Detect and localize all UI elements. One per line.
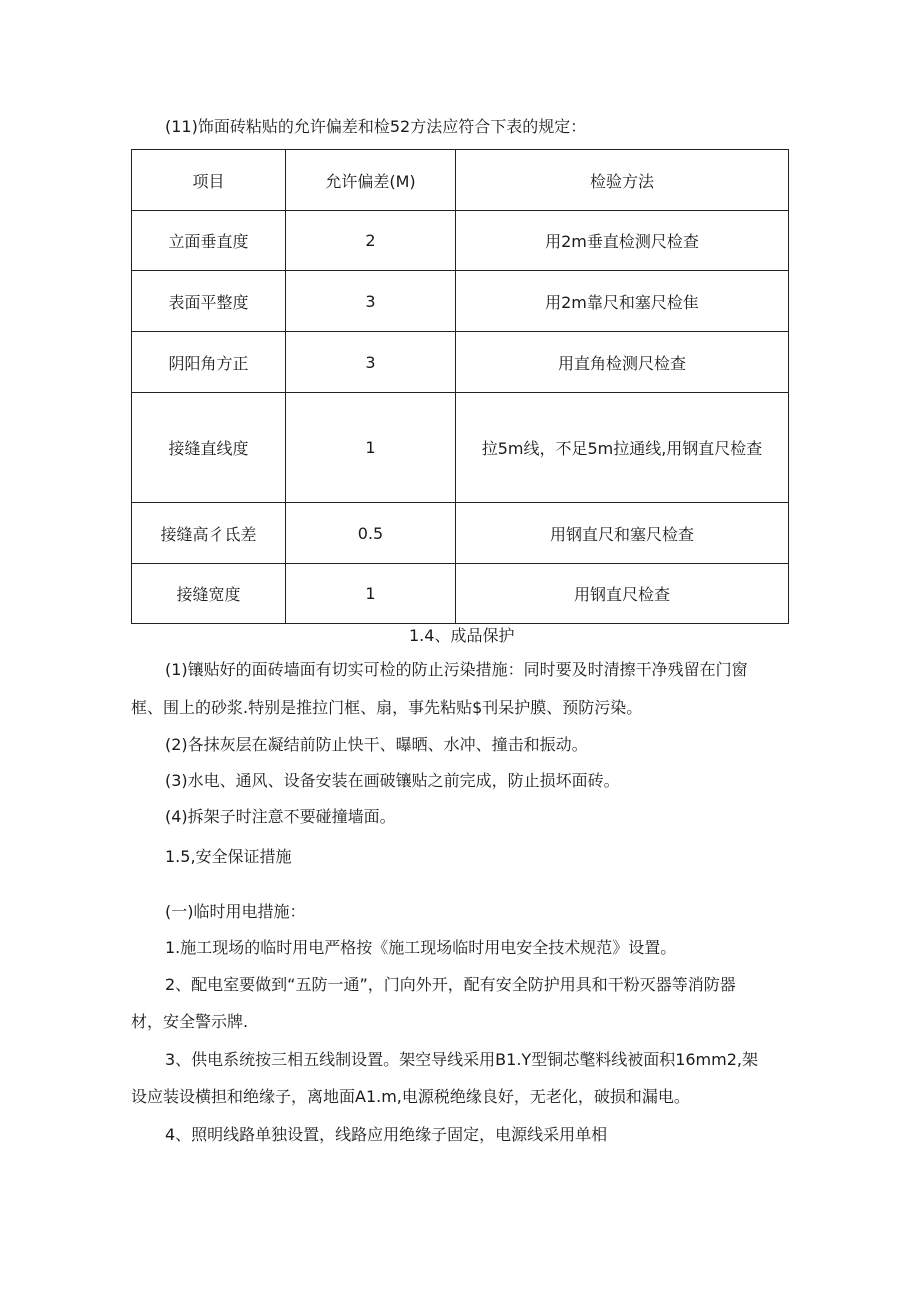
paragraph-1-line-1: (1)镶贴好的面砖墙面有切实可检的防止污染措施：同时要及时清擦干净残留在门窗 (165, 660, 748, 679)
table-row (132, 564, 789, 624)
row-tolerance: 2 (286, 211, 456, 271)
item-2-line-1: 2、配电室要做到“五防一通”，门向外开，配有安全防护用具和干粉灭器等消防器 (165, 975, 736, 994)
paragraph-1-line-2: 框、围上的砂浆.特别是推拉门框、扇，事先粘贴$刊呆护膜、预防污染。 (131, 698, 643, 717)
row-tolerance: 0.5 (286, 503, 456, 564)
item-4: 4、照明线路单独设置，线路应用绝缘子固定，电源线采用单相 (165, 1125, 608, 1144)
table-row (132, 271, 789, 332)
row-method: 用钢直尺检查 (456, 564, 789, 624)
item-3-line-1: 3、供电系统按三相五线制设置。架空导线采用B1.Y型铜芯氅料线被面积16mm2,架 (165, 1050, 758, 1069)
header-item: 项目 (132, 150, 286, 211)
paragraph-4: (4)拆架子时注意不要碰撞墙面。 (165, 807, 396, 826)
row-method: 拉5m线，不足5m拉通线,用钢直尺检查 (456, 393, 789, 503)
section-title-product-protection: 1.4、成品保护 (409, 626, 515, 645)
row-item: 接缝宽度 (132, 564, 286, 624)
row-item: 阴阳角方正 (132, 332, 286, 393)
row-method: 用直角检测尺检查 (456, 332, 789, 393)
header-method: 检验方法 (456, 150, 789, 211)
row-tolerance: 1 (286, 564, 456, 624)
row-tolerance: 1 (286, 393, 456, 503)
subsection-title-temp-power: (一)临时用电措施： (165, 902, 306, 921)
row-item: 表面平整度 (132, 271, 286, 332)
section-title-safety: 1.5,安全保证措施 (165, 847, 292, 866)
row-item: 接缝高彳氐差 (132, 503, 286, 564)
row-tolerance: 3 (286, 271, 456, 332)
item-3-line-2: 设应装设横担和绝缘子，离地面A1.m,电源税绝缘良好，无老化，破损和漏电。 (131, 1087, 690, 1106)
row-method: 用钢直尺和塞尺检查 (456, 503, 789, 564)
row-method: 用2m靠尺和塞尺检隹 (456, 271, 789, 332)
table-row (132, 332, 789, 393)
table-header-row (132, 150, 789, 211)
intro-paragraph: (11)饰面砖粘贴的允许偏差和检52方法应符合下表的规定： (165, 117, 587, 136)
table-row (132, 503, 789, 564)
tolerance-table (131, 149, 789, 624)
row-method: 用2m垂直检测尺检查 (456, 211, 789, 271)
table-row (132, 211, 789, 271)
paragraph-2: (2)各抹灰层在凝结前防止快干、曝晒、水冲、撞击和振动。 (165, 735, 588, 754)
paragraph-3: (3)水电、通风、设备安装在画破镶贴之前完成，防止损坏面砖。 (165, 771, 620, 790)
item-1: 1.施工现场的临时用电严格按《施工现场临时用电安全技术规范》设置。 (165, 938, 677, 957)
row-item: 接缝直线度 (132, 393, 286, 503)
header-tolerance: 允许偏差(M) (286, 150, 456, 211)
item-2-line-2: 材，安全警示牌. (131, 1012, 249, 1031)
row-tolerance: 3 (286, 332, 456, 393)
table-row (132, 393, 789, 503)
row-item: 立面垂直度 (132, 211, 286, 271)
